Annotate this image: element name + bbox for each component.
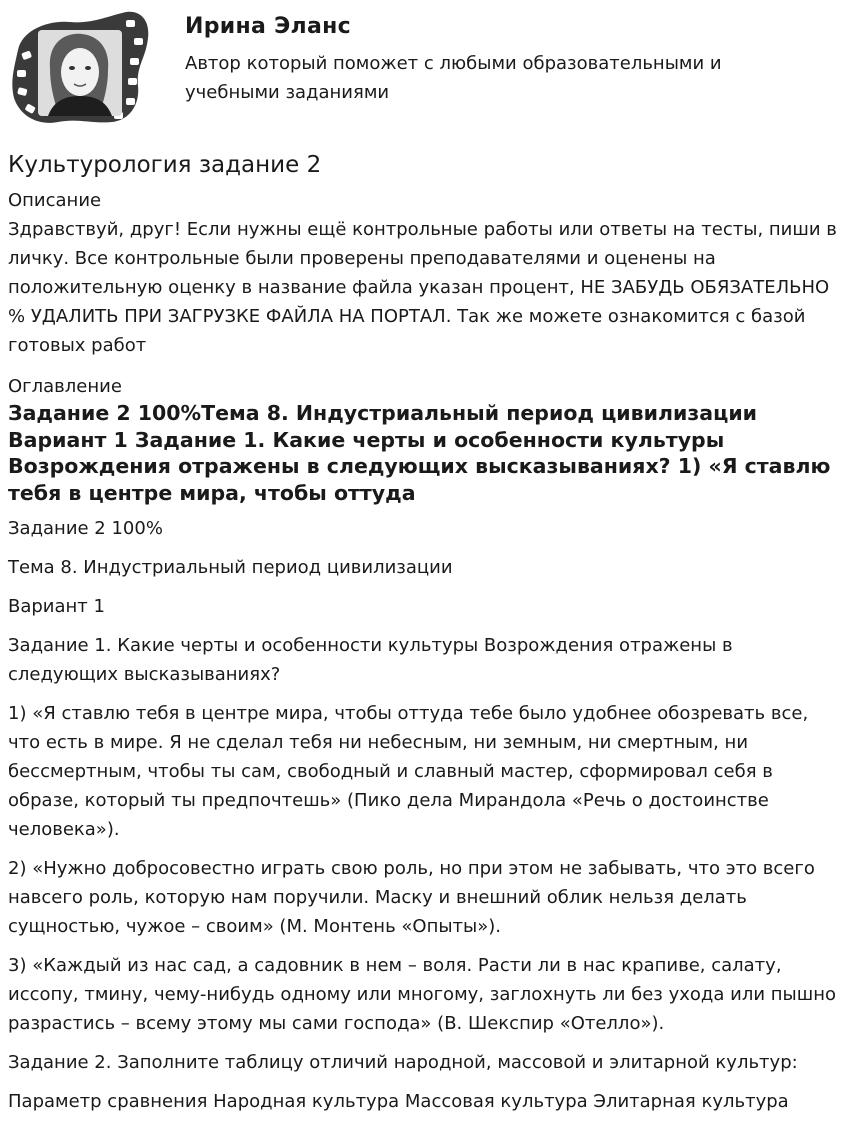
paragraph: Задание 2. Заполните таблицу отличий народной, массовой и элитарной культур: xyxy=(8,1052,798,1073)
paragraph: Задание 2 100% xyxy=(8,518,163,539)
paragraph: 1) «Я ставлю тебя в центре мира, чтобы оттуда тебе было удобнее обозревать все, что есть в мире. Я не сделал тебя ни небесным, ни земным, ни смертным, ни бессмертным, чтобы ты сам, свободный и славный мастер, сформировал себя в образе, который ты предпочтешь» (Пико дела Мирандола «Речь о достоинстве человека»). xyxy=(8,703,809,840)
author-name[interactable]: Ирина Эланс xyxy=(185,14,351,39)
paragraph: Параметр сравнения Народная культура Массовая культура Элитарная культура xyxy=(8,1091,789,1112)
main-content xyxy=(8,148,840,1126)
author-header xyxy=(0,0,847,136)
description-text: Здравствуй, друг! Если нужны ещё контрольные работы или ответы на тесты, пиши в личку. Все контрольные были проверены преподавателями и оценены на положительную оценку в название файла указан процент, НЕ ЗАБУДЬ ОБЯЗАТЕЛЬНО % УДАЛИТЬ ПРИ ЗАГРУЗКЕ ФАЙЛА НА ПОРТАЛ. Так же можете ознакомится с базой готовых работ xyxy=(8,219,837,356)
paragraph: Тема 8. Индустриальный период цивилизации xyxy=(8,557,453,578)
paragraph: Вариант 1 xyxy=(8,596,105,617)
paragraph: 2) «Нужно добросовестно играть свою роль, но при этом не забывать, что это всего навсего роль, которую нам поручили. Маску и внешний облик нельзя делать сущностью, чужое – своим» (М. Монтень «Опыты»). xyxy=(8,858,815,937)
author-avatar[interactable] xyxy=(8,8,152,128)
paragraph: Задание 1. Какие черты и особенности культуры Возрождения отражены в следующих высказываниях? xyxy=(8,635,733,685)
paragraph: 3) «Каждый из нас сад, а садовник в нем – воля. Расти ли в нас крапиве, салату, иссопу, тмину, чему-нибудь одному или многому, заглохнуть ли без ухода или пышно разрастись – всему этому мы сами господа» (В. Шекспир «Отелло»). xyxy=(8,955,836,1034)
description-label: Описание xyxy=(8,190,102,211)
toc-title: Задание 2 100%Тема 8. Индустриальный период цивилизации Вариант 1 Задание 1. Какие черты и особенности культуры Возрождения отражены в следующих высказываниях? 1) «Я ставлю тебя в центре мира, чтобы оттуда xyxy=(8,401,831,505)
page-title: Культурология задание 2 xyxy=(8,152,322,178)
author-description: Автор который поможет с любыми образовательными и учебными заданиями xyxy=(185,53,722,103)
toc-label: Оглавление xyxy=(8,376,122,397)
